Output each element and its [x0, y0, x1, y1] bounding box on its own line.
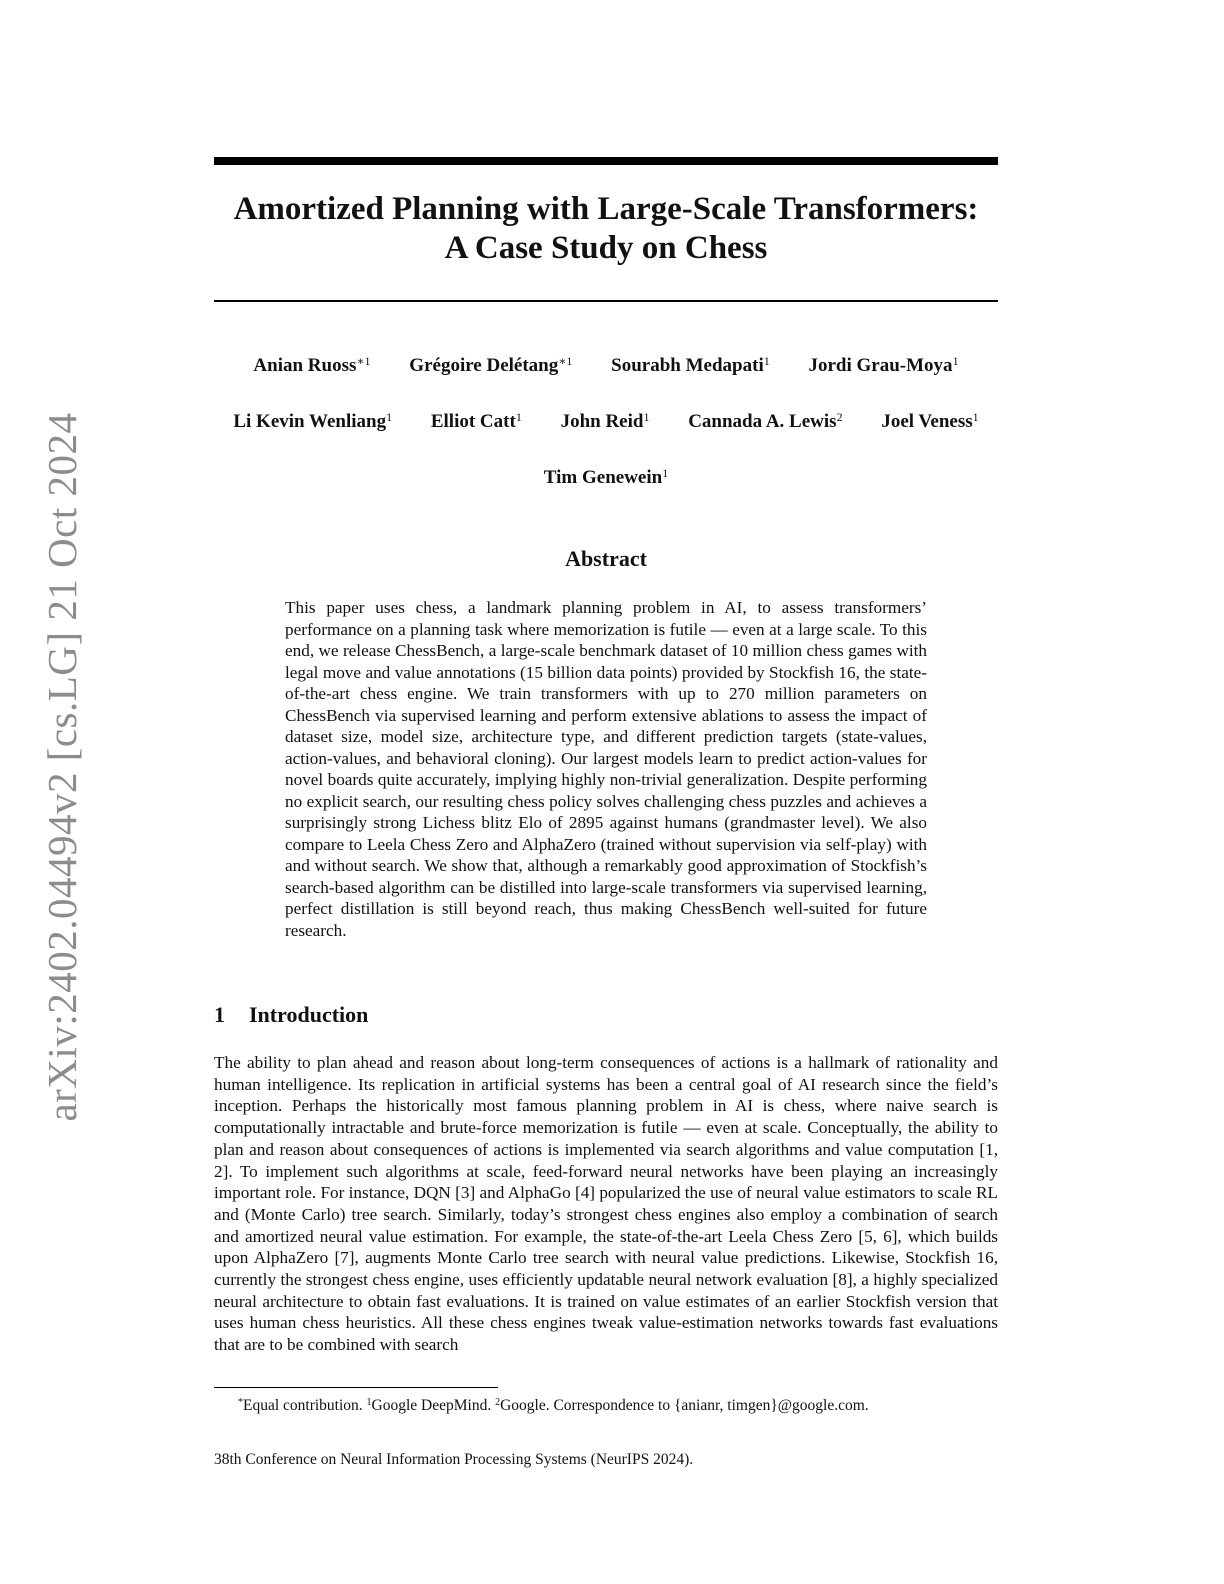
- footnote-text: Google DeepMind.: [371, 1397, 496, 1414]
- author-affiliation: 1: [972, 410, 979, 424]
- author-name: Sourabh Medapati: [611, 355, 764, 376]
- footnote-rule: [214, 1387, 498, 1388]
- author: [611, 354, 770, 377]
- section-number: 1: [214, 1002, 225, 1027]
- author-name: Joel Veness: [881, 411, 973, 432]
- paper-title-line-2: A Case Study on Chess: [444, 230, 768, 266]
- section-heading-introduction: [214, 1002, 368, 1028]
- author: [808, 354, 958, 377]
- author: [409, 354, 572, 377]
- author-name: John Reid: [560, 411, 644, 432]
- author: [881, 410, 978, 433]
- title-top-rule: [214, 157, 998, 165]
- footnote-text: Equal contribution.: [243, 1397, 367, 1414]
- author-affiliation: 1: [763, 354, 770, 368]
- section-title: Introduction: [249, 1002, 369, 1027]
- author-affiliation: 1: [662, 466, 669, 480]
- venue-note: 38th Conference on Neural Information Processing Systems (NeurIPS 2024).: [214, 1451, 694, 1468]
- author-name: Elliot Catt: [430, 411, 516, 432]
- author-affiliation: 2: [836, 410, 843, 424]
- author: [253, 354, 370, 377]
- author-affiliation: ∗1: [558, 354, 573, 368]
- title-bottom-rule: [214, 300, 998, 302]
- author-name: Cannada A. Lewis: [688, 411, 837, 432]
- arxiv-identifier-stamp: arXiv:2402.04494v2 [cs.LG] 21 Oct 2024: [39, 412, 85, 1122]
- footnote: [238, 1393, 998, 1415]
- paper-title-line-1: Amortized Planning with Large-Scale Transformers:: [233, 191, 979, 227]
- author-row-2: [214, 410, 998, 433]
- author-affiliation: 1: [386, 410, 393, 424]
- author-name: Tim Genewein: [543, 467, 663, 488]
- author-affiliation: 1: [952, 354, 959, 368]
- author-name: Jordi Grau-Moya: [808, 355, 953, 376]
- introduction-text: The ability to plan ahead and reason about long-term consequences of actions is a hallmark of rationality and human intelligence. Its replication in artificial systems has been a central goal of AI research since the field’s inception. Perhaps the historically most famous planning problem in AI is chess, where naive search is computationally intractable and brute-force memorization is futile — even at scale. Conceptually, the ability to plan and reason about consequences of actions is implemented via search algorithms and value computation [1, 2]. To implement such algorithms at scale, feed-forward neural networks have been playing an increasingly important role. For instance, DQN [3] and AlphaGo [4] popularized the use of neural value estimators to scale RL and (Monte Carlo) tree search. Similarly, today’s strongest chess engines also employ a combination of search and amortized neural value estimation. For example, the state-of-the-art Leela Chess Zero [5, 6], which builds upon AlphaZero [7], augments Monte Carlo tree search with neural value predictions. Likewise, Stockfish 16, currently the strongest chess engine, uses efficiently updatable neural network evaluation [8], a highly specialized neural architecture to obtain fast evaluations. It is trained on value estimates of an earlier Stockfish version that uses human chess heuristics. All these chess engines tweak value-estimation networks towards fast evaluations that are to be combined with search: [214, 1053, 998, 1355]
- author-row-3: [214, 466, 998, 489]
- author: [431, 410, 522, 433]
- abstract-text: This paper uses chess, a landmark planning problem in AI, to assess transformers’ performance on a planning task where memorization is futile — even at a large scale. To this end, we release ChessBench, a large-scale benchmark dataset of 10 million chess games with legal move and value annotations (15 billion data points) provided by Stockfish 16, the state-of-the-art chess engine. We train transformers with up to 270 million parameters on ChessBench via supervised learning and perform extensive ablations to assess the impact of dataset size, model size, architecture type, and different prediction targets (state-values, action-values, and behavioral cloning). Our largest models learn to predict action-values for novel boards quite accurately, implying highly non-trivial generalization. Despite performing no explicit search, our resulting chess policy solves challenging chess puzzles and achieves a surprisingly strong Lichess blitz Elo of 2895 against humans (grandmaster level). We also compare to Leela Chess Zero and AlphaZero (trained without supervision via self-play) with and without search. We show that, although a remarkably good approximation of Stockfish’s search-based algorithm can be distilled into large-scale transformers via supervised learning, perfect distillation is still beyond reach, thus making ChessBench well-suited for future research.: [285, 598, 927, 940]
- author-affiliation: 1: [515, 410, 522, 424]
- footnote-marker: 2: [495, 1397, 501, 1408]
- paper-title: [214, 190, 998, 268]
- author: [561, 410, 650, 433]
- author-name: Grégoire Delétang: [409, 355, 559, 376]
- footnote-marker: 1: [366, 1397, 372, 1408]
- footnote-text: Google. Correspondence to {anianr, timgen}@google.com.: [500, 1397, 869, 1414]
- author-name: Li Kevin Wenliang: [233, 411, 387, 432]
- footnote-marker: *: [238, 1397, 243, 1408]
- author-row-1: [214, 354, 998, 377]
- author-affiliation: ∗1: [356, 354, 371, 368]
- author-name: Anian Ruoss: [253, 355, 357, 376]
- author: [688, 410, 842, 433]
- abstract-heading: Abstract: [565, 546, 647, 571]
- author: [233, 410, 392, 433]
- author-affiliation: 1: [643, 410, 650, 424]
- author: [544, 466, 668, 489]
